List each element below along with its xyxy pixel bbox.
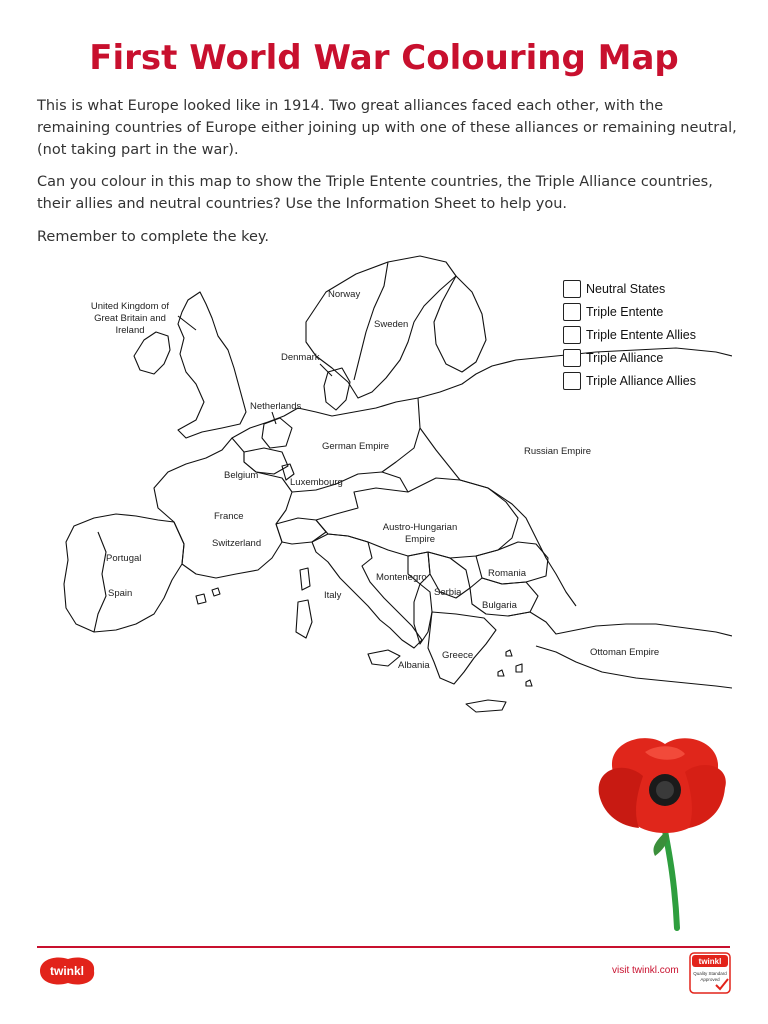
page-title: First World War Colouring Map: [89, 38, 679, 78]
label-albania: Albania: [398, 660, 430, 671]
label-montenegro: Montenegro: [376, 572, 427, 583]
label-russian-empire: Russian Empire: [524, 446, 592, 457]
greece-outline: [428, 612, 496, 684]
label-italy: Italy: [324, 590, 342, 601]
corsica-outline: [300, 568, 310, 590]
key-label-triple-alliance-allies: Triple Alliance Allies: [586, 373, 697, 388]
key-checkbox-triple-entente[interactable]: [563, 303, 581, 321]
label-romania: Romania: [488, 568, 527, 579]
key-row-triple-alliance[interactable]: [563, 346, 733, 369]
label-serbia: Serbia: [434, 587, 462, 598]
austria-hungary-outline: [316, 478, 518, 558]
intro-paragraph-1: This is what Europe looked like in 1914. Two great alliances faced each other, with the remaining countries of Europe either joining up with one of these alliances or remaining neutral, (not taking part in the war).: [37, 98, 737, 158]
key-label-triple-alliance: Triple Alliance: [586, 350, 664, 365]
netherlands-label-pointer: [272, 412, 276, 424]
ireland-outline: [134, 332, 170, 374]
key-row-triple-entente-allies[interactable]: [563, 323, 733, 346]
key-label-neutral: Neutral States: [586, 281, 666, 296]
france-outline: [154, 438, 292, 578]
badge-sub-2: Approved: [700, 977, 720, 982]
key-label-triple-entente: Triple Entente: [586, 304, 664, 319]
key-checkbox-triple-alliance[interactable]: [563, 349, 581, 367]
label-norway: Norway: [328, 289, 361, 300]
ottoman-outline: [508, 612, 732, 636]
uk-label-pointer: [178, 316, 196, 330]
poppy-illustration: [585, 732, 735, 932]
intro-paragraph-3: Remember to complete the key.: [37, 229, 270, 245]
intro-paragraph-2: Can you colour in this map to show the Triple Entente countries, the Triple Alliance countries, their allies and neutral countries? Use the Information Sheet to help you.: [37, 174, 713, 212]
sardinia-outline: [296, 600, 312, 638]
label-belgium: Belgium: [224, 470, 259, 481]
label-uk-line3: Ireland: [115, 325, 145, 336]
crete-outline: [466, 700, 506, 712]
key-checkbox-neutral[interactable]: [563, 280, 581, 298]
badge-sub-1: Quality Standard: [693, 971, 727, 976]
key-row-triple-alliance-allies[interactable]: [563, 369, 733, 392]
label-greece: Greece: [442, 650, 474, 661]
german-russian-border: [382, 398, 420, 472]
label-denmark: Denmark: [281, 352, 320, 363]
key-row-neutral[interactable]: [563, 277, 733, 300]
label-luxembourg: Luxembourg: [290, 477, 343, 488]
key-checkbox-triple-entente-allies[interactable]: [563, 326, 581, 344]
label-switzerland: Switzerland: [212, 538, 262, 549]
portugal-spain-border: [94, 532, 106, 632]
denmark-label-pointer: [320, 364, 332, 376]
balearic-islands: [196, 588, 220, 604]
twinkl-logo[interactable]: [36, 955, 98, 987]
switzerland-outline: [276, 518, 326, 544]
denmark-outline: [324, 368, 350, 410]
label-spain: Spain: [108, 588, 133, 599]
visit-link[interactable]: visit twinkl.com: [612, 965, 679, 976]
twinkl-logo-text: twinkl: [49, 964, 85, 978]
label-uk-line1: United Kingdom of: [90, 301, 170, 312]
iberia-outline: [64, 514, 184, 632]
label-austro-line1: Austro-Hungarian: [382, 522, 458, 533]
label-austro-line2: Empire: [404, 534, 436, 545]
label-sweden: Sweden: [374, 319, 409, 330]
finland-coast: [434, 276, 486, 372]
quality-badge: [688, 951, 732, 995]
poppy-petal-left: [599, 768, 643, 828]
map-key: [563, 277, 733, 392]
key-label-triple-entente-allies: Triple Entente Allies: [586, 327, 697, 342]
footer-divider: [37, 946, 730, 948]
label-uk-line2: Great Britain and: [94, 313, 166, 324]
sicily-outline: [368, 650, 400, 666]
great-britain-outline: [178, 292, 246, 438]
label-ottoman-empire: Ottoman Empire: [590, 647, 660, 658]
label-portugal: Portugal: [106, 553, 142, 564]
aegean-islands: [498, 650, 532, 686]
netherlands-outline: [262, 418, 292, 448]
label-bulgaria: Bulgaria: [482, 600, 517, 611]
label-netherlands: Netherlands: [250, 401, 302, 412]
label-france: France: [214, 511, 244, 522]
badge-logo-text: twinkl: [698, 957, 722, 966]
label-german-empire: German Empire: [322, 441, 390, 452]
key-checkbox-triple-alliance-allies[interactable]: [563, 372, 581, 390]
key-row-triple-entente[interactable]: [563, 300, 733, 323]
